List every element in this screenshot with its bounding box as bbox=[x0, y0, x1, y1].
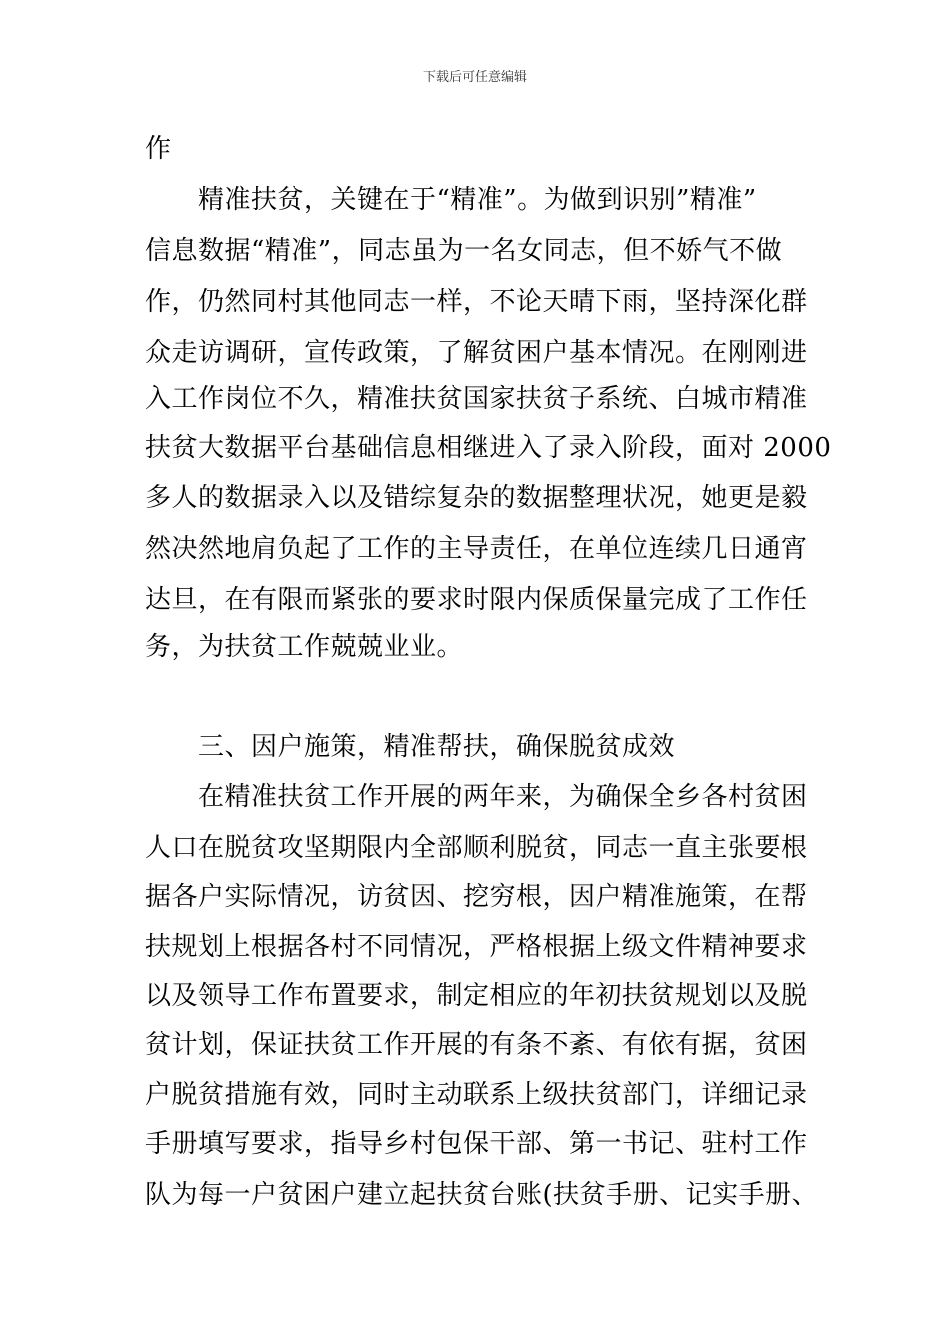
text-line: 手册填写要求，指导乡村包保干部、第一书记、驻村工作 bbox=[145, 1129, 808, 1159]
text-line: 众走访调研，宣传政策，了解贫困户基本情况。在刚刚进 bbox=[145, 338, 808, 368]
text-line: 入工作岗位不久，精准扶贫国家扶贫子系统、白城市精准 bbox=[145, 384, 808, 414]
section-heading: 三、因户施策，精准帮扶，确保脱贫成效 bbox=[198, 732, 676, 762]
text-line: 以及领导工作布置要求，制定相应的年初扶贫规划以及脱 bbox=[145, 981, 808, 1011]
text-line: 据各户实际情况，访贫因、挖穷根，因户精准施策，在帮 bbox=[145, 882, 808, 912]
text-line: 贫计划，保证扶贫工作开展的有条不紊、有依有据，贫困 bbox=[145, 1030, 808, 1060]
text-line: 扶贫大数据平台基础信息相继进入了录入阶段，面对 2000 bbox=[145, 433, 832, 463]
text-line: 务，为扶贫工作兢兢业业。 bbox=[145, 632, 464, 662]
text-line: 人口在脱贫攻坚期限内全部顺利脱贫，同志一直主张要根 bbox=[145, 833, 808, 863]
text-line: 然决然地肩负起了工作的主导责任，在单位连续几日通宵 bbox=[145, 534, 808, 564]
header-note: 下载后可任意编辑 bbox=[422, 70, 527, 85]
text-line: 信息数据“精准”，同志虽为一名女同志，但不娇气不做 bbox=[145, 236, 783, 266]
text-line: 户脱贫措施有效，同时主动联系上级扶贫部门，详细记录 bbox=[145, 1080, 808, 1110]
text-line: 达旦，在有限而紧张的要求时限内保质保量完成了工作任 bbox=[145, 585, 808, 615]
text-line: 队为每一户贫困户建立起扶贫台账(扶贫手册、记实手册、 bbox=[145, 1180, 819, 1210]
text-line: 扶规划上根据各村不同情况，严格根据上级文件精神要求 bbox=[145, 932, 808, 962]
paragraph-first-line: 在精准扶贫工作开展的两年来，为确保全乡各村贫困 bbox=[198, 782, 808, 812]
text-line: 作，仍然同村其他同志一样，不论天晴下雨，坚持深化群 bbox=[145, 287, 808, 317]
text-line: 多人的数据录入以及错综复杂的数据整理状况，她更是毅 bbox=[145, 483, 808, 513]
text-line: 作 bbox=[145, 134, 172, 164]
paragraph-first-line: 精准扶贫，关键在于“精准”。为做到识别”精准” bbox=[198, 185, 757, 215]
